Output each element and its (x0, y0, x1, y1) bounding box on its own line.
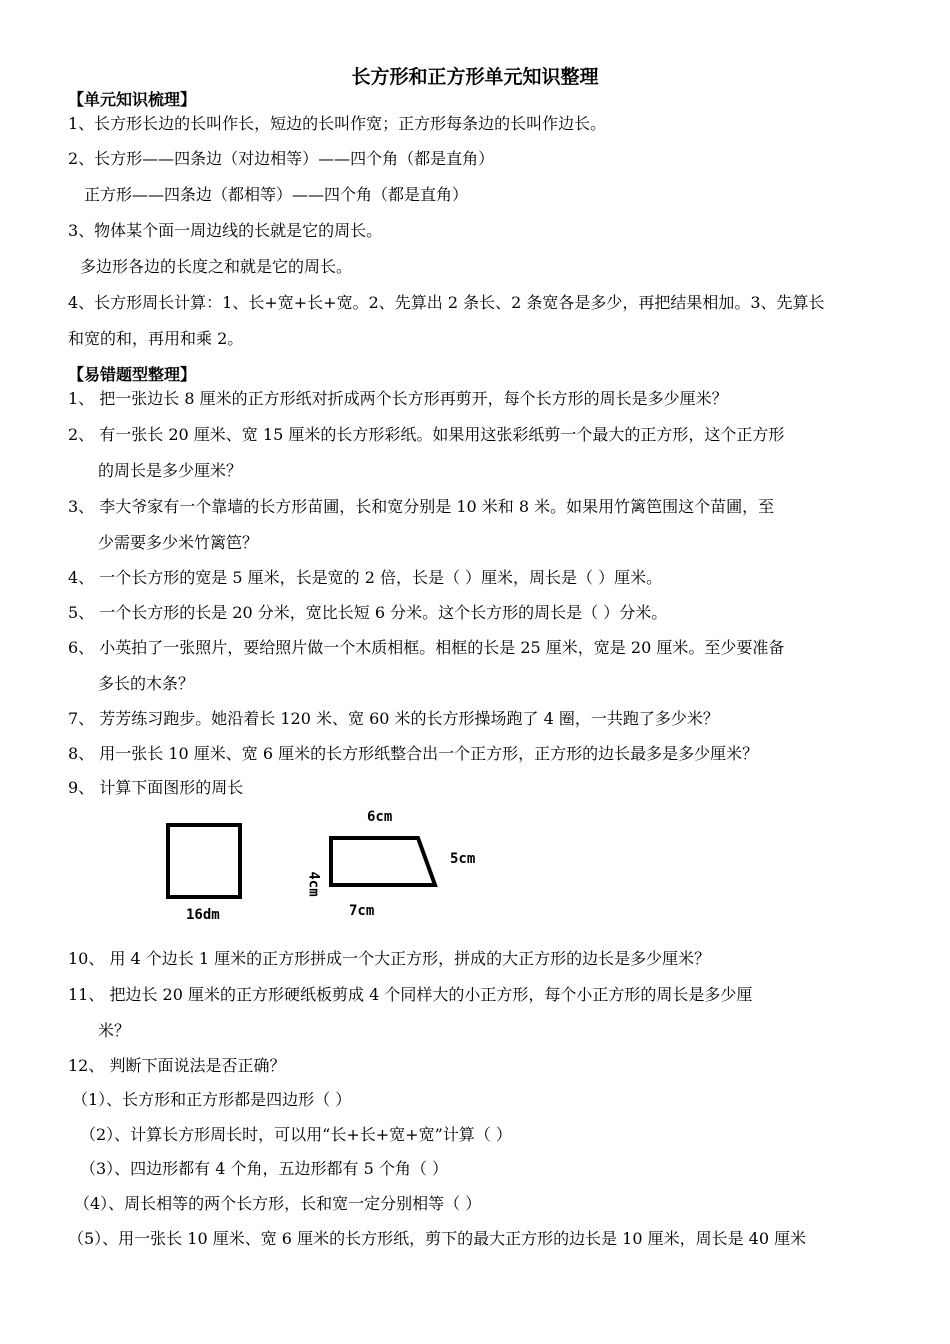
trapezoid-shape (331, 838, 435, 885)
trapezoid-right-label: 5cm (450, 851, 476, 867)
question-11-cont: 米？ (98, 1021, 131, 1040)
judgment-4: （4）、周长相等的两个长方形，长和宽一定分别相等（ ） (74, 1194, 482, 1213)
question-8: 8、 用一张长 10 厘米、宽 6 厘米的长方形纸整合出一个正方形，正方形的边长最多是多少厘米？ (68, 744, 759, 763)
judgment-5: （5）、用一张长 10 厘米、宽 6 厘米的长方形纸，剪下的最大正方形的边长是 10 厘米，周长是 40 厘米 (68, 1229, 807, 1248)
question-1: 1、 把一张边长 8 厘米的正方形纸对折成两个长方形再剪开，每个长方形的周长是多少厘米？ (68, 389, 728, 408)
trapezoid-figure (320, 828, 450, 894)
question-11: 11、 把边长 20 厘米的正方形硬纸板剪成 4 个同样大的小正方形，每个小正方形的周长是多少厘 (68, 985, 753, 1004)
square-figure (160, 818, 250, 904)
square-shape (168, 825, 240, 897)
question-4: 4、 一个长方形的宽是 5 厘米，长是宽的 2 倍，长是（ ）厘米，周长是（ ）厘米。 (68, 568, 663, 587)
knowledge-item-3: 3、物体某个面一周边线的长就是它的周长。 (68, 221, 383, 240)
judgment-3: （3）、四边形都有 4 个角，五边形都有 5 个角（ ） (80, 1159, 448, 1178)
judgment-2: （2）、计算长方形周长时，可以用“长+长+宽+宽”计算（ ） (80, 1125, 512, 1144)
square-side-label: 16dm (186, 907, 220, 923)
question-6-cont: 多长的木条？ (98, 674, 195, 693)
knowledge-item-3b: 多边形各边的长度之和就是它的周长。 (80, 257, 353, 276)
question-7: 7、 芳芳练习跑步。她沿着长 120 米、宽 60 米的长方形操场跑了 4 圈，一共跑了多少米？ (68, 709, 719, 728)
question-10: 10、 用 4 个边长 1 厘米的正方形拼成一个大正方形，拼成的大正方形的边长是多少厘米？ (68, 949, 711, 968)
knowledge-item-4b: 和宽的和，再用和乘 2。 (68, 329, 244, 348)
page-title: 长方形和正方形单元知识整理 (351, 66, 599, 88)
knowledge-item-2: 2、长方形——四条边（对边相等）——四个角（都是直角） (68, 149, 495, 168)
knowledge-item-1: 1、长方形长边的长叫作长，短边的长叫作宽；正方形每条边的长叫作边长。 (68, 114, 607, 133)
question-9: 9、 计算下面图形的周长 (68, 778, 244, 797)
question-2-cont: 的周长是多少厘米？ (98, 461, 243, 480)
trapezoid-bottom-label: 7cm (349, 903, 375, 919)
question-6: 6、 小英拍了一张照片，要给照片做一个木质相框。相框的长是 25 厘米，宽是 20 厘米。至少要准备 (68, 638, 785, 657)
trapezoid-left-label: 4cm (305, 871, 322, 897)
question-3: 3、 李大爷家有一个靠墙的长方形苗圃，长和宽分别是 10 米和 8 米。如果用竹篱笆围这个苗圃，至 (68, 497, 775, 516)
section-heading-knowledge: 【单元知识梳理】 (68, 90, 197, 109)
knowledge-item-4: 4、长方形周长计算：1、长+宽+长+宽。2、先算出 2 条长、2 条宽各是多少，再把结果相加。3、先算长 (68, 293, 825, 312)
trapezoid-top-label: 6cm (367, 809, 393, 825)
knowledge-item-2b: 正方形——四条边（都相等）——四个角（都是直角） (84, 185, 469, 204)
question-3-cont: 少需要多少米竹篱笆？ (98, 533, 259, 552)
question-5: 5、 一个长方形的长是 20 分米，宽比长短 6 分米。这个长方形的周长是（ ）分米。 (68, 603, 668, 622)
judgment-1: （1）、长方形和正方形都是四边形（ ） (72, 1090, 352, 1109)
section-heading-errors: 【易错题型整理】 (68, 365, 197, 384)
question-12: 12、 判断下面说法是否正确？ (68, 1056, 286, 1075)
question-2: 2、 有一张长 20 厘米、宽 15 厘米的长方形彩纸。如果用这张彩纸剪一个最大的正方形，这个正方形 (68, 425, 785, 444)
